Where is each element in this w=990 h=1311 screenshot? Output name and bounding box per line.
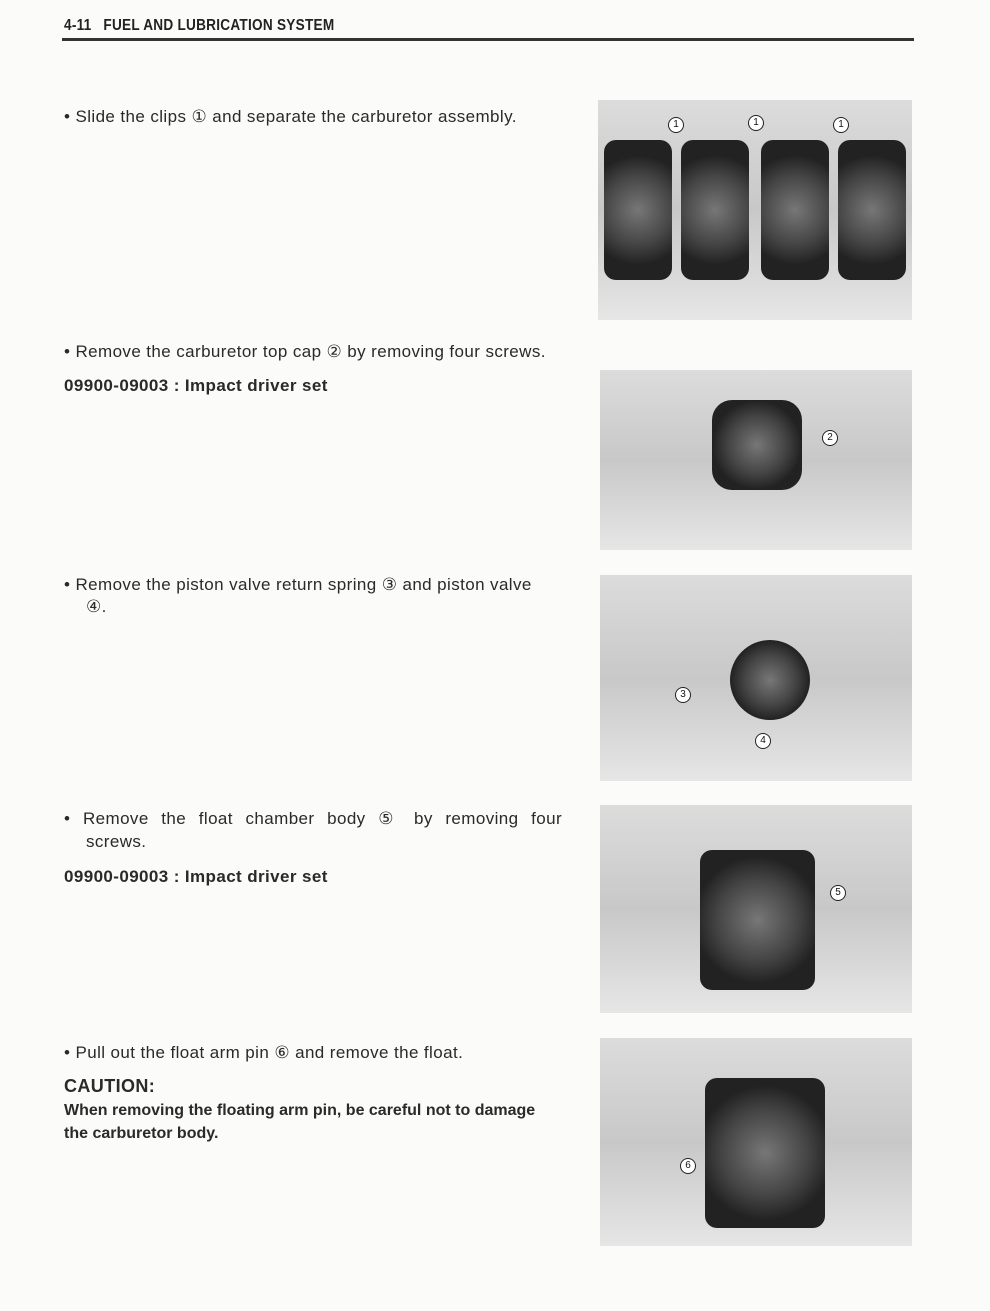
step-3-text-line1: • Remove the piston valve return spring ③ and piston valve [64,575,532,594]
top-cap [712,400,802,490]
callout-6: 6 [680,1158,696,1174]
top-cap-photo [600,370,912,550]
step-3-text-line2: ④. [86,597,107,616]
float-arm-pin-photo [600,1038,912,1246]
caution-line-2: the carburetor body. [64,1125,219,1142]
caution-line-1: When removing the floating arm pin, be careful not to damage [64,1102,536,1119]
callout-5: 5 [830,885,846,901]
header-rule [62,38,914,41]
float-chamber [700,850,815,990]
step-4-tool: 09900-09003 : Impact driver set [64,867,328,886]
carburetor-body [705,1078,825,1228]
page-number: 4-11 [64,17,92,34]
carburetor-1 [604,140,672,280]
section-title: FUEL AND LUBRICATION SYSTEM [103,17,335,34]
carburetor-3 [761,140,829,280]
caution-title: CAUTION: [64,1076,156,1096]
carburetor-2 [681,140,749,280]
callout-1: 1 [748,115,764,131]
carburetor-4 [838,140,906,280]
step-4-text-line1: • Remove the float chamber body ⑤ by removing four [64,809,562,828]
piston-valve [730,640,810,720]
page-header [64,17,334,35]
step-2-text: • Remove the carburetor top cap ② by removing four screws. [64,342,546,361]
callout-4: 4 [755,733,771,749]
step-4-text-line2: screws. [86,832,147,851]
float-chamber-photo [600,805,912,1013]
callout-2: 2 [822,430,838,446]
callout-3: 3 [675,687,691,703]
step-5-text: • Pull out the float arm pin ⑥ and remove the float. [64,1043,464,1062]
callout-1: 1 [833,117,849,133]
carburetor-assembly-photo [598,100,912,320]
step-2-tool: 09900-09003 : Impact driver set [64,376,328,395]
step-1-text: • Slide the clips ① and separate the carburetor assembly. [64,107,517,126]
callout-1: 1 [668,117,684,133]
piston-valve-photo [600,575,912,781]
